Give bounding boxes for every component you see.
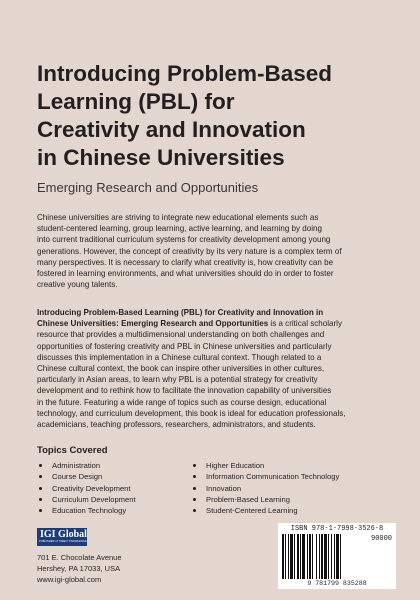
paragraph-line: fostered in learning environments, and what universities should do in order to foster <box>37 269 334 279</box>
topic-item: Student-Centered Learning <box>191 505 339 516</box>
bullet-icon <box>193 464 196 467</box>
topic-item: Administration <box>37 460 136 471</box>
barcode-bar <box>321 534 323 579</box>
barcode-bar <box>294 534 295 579</box>
book-title <box>37 60 397 172</box>
bullet-icon <box>193 475 196 478</box>
barcode-bar <box>309 534 311 579</box>
title-line: Learning (PBL) for <box>37 89 235 114</box>
bullet-icon <box>193 498 196 501</box>
topic-item: Creativity Development <box>37 483 136 494</box>
isbn-text: ISBN 978-1-7998-3526-8 <box>290 525 384 533</box>
bullet-icon <box>39 487 42 490</box>
paragraph-line: student-centered learning, group learning, active learning, and learning by doing <box>37 224 322 234</box>
barcode-bar <box>328 534 329 579</box>
paragraph-line: Chinese universities are striving to integrate new educational elements such as <box>37 213 319 222</box>
barcode-bars <box>282 534 370 580</box>
price-code: 90000 <box>371 535 393 543</box>
barcode-bar <box>300 534 301 579</box>
barcode-bar <box>285 534 286 579</box>
paragraph-line: particularly in Asian areas, to learn why PBL is a potential strategy for creativity <box>37 375 318 385</box>
barcode <box>278 523 396 589</box>
title-line: in Chinese Universities <box>37 145 285 170</box>
description-paragraph <box>37 307 389 430</box>
publisher-website: www.igi-global.com <box>37 575 102 584</box>
address-line: 701 E. Chocolate Avenue <box>37 553 122 562</box>
logo-tagline: PUBLISHER of TIMELY KNOWLEDGE <box>39 540 87 543</box>
barcode-bar <box>290 534 293 579</box>
topic-item: Information Communication Technology <box>191 471 339 482</box>
paragraph-line: discusses this implementation in a Chinese cultural context. Though related to a <box>37 352 322 362</box>
book-subtitle: Emerging Research and Opportunities <box>37 180 259 195</box>
topics-list-right <box>191 460 339 516</box>
barcode-bar <box>302 534 305 579</box>
bullet-icon <box>193 509 196 512</box>
barcode-bar <box>319 534 320 579</box>
intro-paragraph <box>37 212 389 290</box>
barcode-bar <box>288 534 289 579</box>
topic-item: Course Design <box>37 471 136 482</box>
bullet-icon <box>193 487 196 490</box>
barcode-bar <box>334 534 335 579</box>
barcode-bar <box>307 534 308 579</box>
paragraph-line: creative young talents. <box>37 280 118 290</box>
bullet-icon <box>39 475 42 478</box>
barcode-number: 9 781799 835288 <box>307 580 367 587</box>
bullet-icon <box>39 498 42 501</box>
barcode-bar <box>316 534 317 579</box>
barcode-bar <box>324 534 327 579</box>
paragraph-line-mixed: Chinese Universities: Emerging Research and Opportunities is a critical scholarly <box>37 319 342 329</box>
title-line: Introducing Problem-Based <box>37 61 333 86</box>
logo-brand: IGI Global <box>40 529 87 540</box>
barcode-bar <box>340 534 341 579</box>
topics-list-left <box>37 460 136 516</box>
topic-item: Problem-Based Learning <box>191 494 339 505</box>
topics-heading: Topics Covered <box>37 445 108 456</box>
paragraph-line: development and to rethink how to facilitate the innovation capability of universities <box>37 386 332 396</box>
paragraph-line: resource that provides a multidimensional understanding on both challenges and <box>37 330 325 340</box>
topic-item: Curriculum Development <box>37 494 136 505</box>
paragraph-line: technology, and curriculum development, this book is ideal for education professionals, <box>37 408 346 418</box>
address-line: Hershey, PA 17033, USA <box>37 564 121 573</box>
title-line: Creativity and Innovation <box>37 117 306 142</box>
bullet-icon <box>39 464 42 467</box>
bullet-icon <box>39 509 42 512</box>
barcode-bar <box>282 534 284 579</box>
barcode-bar <box>297 534 299 579</box>
paragraph-line: in the future. Featuring a wide range of topics such as course design, educational <box>37 397 327 407</box>
paragraph-line: opportunities of fostering creativity and PBL in Chinese universities and particularly <box>37 341 332 351</box>
topic-item: Education Technology <box>37 505 136 516</box>
barcode-bar <box>331 534 332 579</box>
paragraph-line: many perspectives. It is necessary to clarify what creativity is, how creativity can be <box>37 257 334 267</box>
paragraph-line: generations. However, the concept of creativity by its very nature is a complex term of <box>37 246 342 256</box>
publisher-logo <box>37 528 87 546</box>
barcode-bar <box>336 534 339 579</box>
paragraph-line: academicians, teaching professors, researchers, administrators, and students. <box>37 420 316 430</box>
topic-item: Higher Education <box>191 460 339 471</box>
paragraph-line: into current traditional curriculum systems for creativity development among young <box>37 235 331 245</box>
paragraph-line-bold: Introducing Problem-Based Learning (PBL) for Creativity and Innovation in <box>37 308 324 317</box>
topic-item: Innovation <box>191 483 339 494</box>
publisher-address <box>37 552 122 585</box>
paragraph-line: Chinese cultural context, the book can inspire other universities in other cultures, <box>37 364 325 374</box>
barcode-bar <box>312 534 313 579</box>
